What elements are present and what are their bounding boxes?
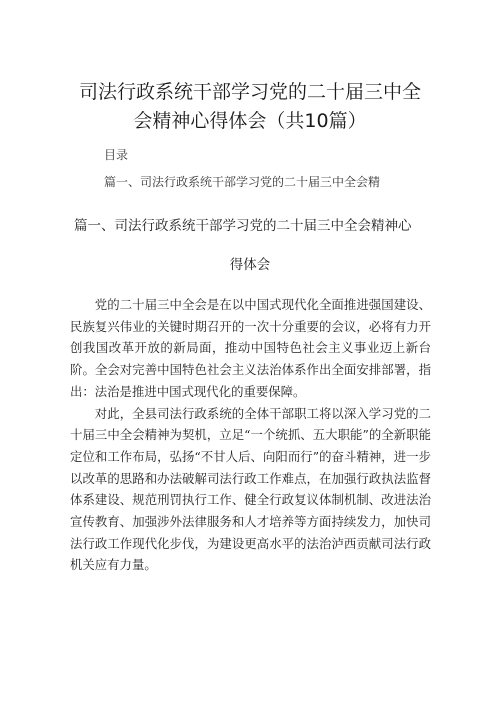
section-title-continued: 得体会 [229,257,271,273]
body-text [70,294,431,576]
document-title: 司法行政系统干部学习党的二十届三中全会精神心得体会（共10篇） [78,81,421,132]
toc-heading: 目录 [104,148,129,162]
paragraph: 对此，全县司法行政系统的全体干部职工将以深入学习党的二十届三中全会精神为契机，立足“一个统抓、五大职能”的全新职能定位和工作布局，弘扬“不甘人后、向阳而行”的奋斗精神，进一步以改革的思路和办法破解司法行政工作难点，在加强行政执法监督体系建设、规范刑罚执行工作、健全行政复议体制机制、改进法治宣传教育、加强涉外法律服务和人才培养等方面持续发力，加快司法行政工作现代化步伐，为建设更高水平的法治泸西贡献司法行政机关应有力量。 [70,405,431,573]
paragraph: 党的二十届三中全会是在以中国式现代化全面推进强国建设、民族复兴伟业的关键时期召开的一次十分重要的会议，必将有力开创我国改革开放的新局面，推动中国特色社会主义事业迈上新台阶。全会对完善中国特色社会主义法治体系作出全面安排部署，指出：法治是推进中国式现代化的重要保障。 [70,297,431,399]
section-title: 篇一、司法行政系统干部学习党的二十届三中全会精神心 [74,218,412,234]
toc-item[interactable]: 篇一、司法行政系统干部学习党的二十届三中全会精 [104,175,381,189]
